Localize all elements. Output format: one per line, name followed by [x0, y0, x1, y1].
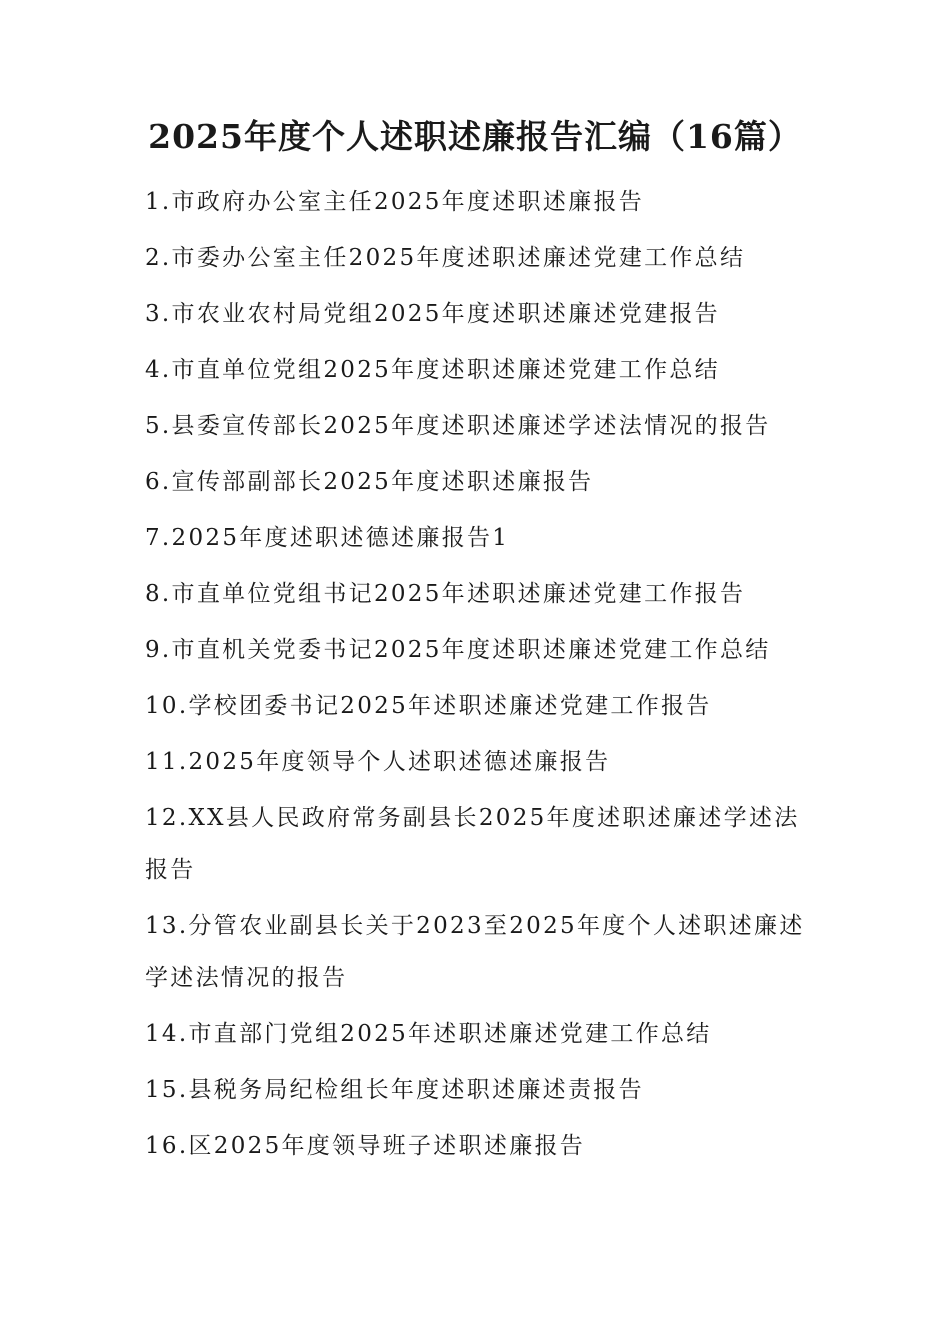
toc-item-5: 5.县委宣传部长2025年度述职述廉述学述法情况的报告 [145, 413, 771, 439]
toc-item-14: 14.市直部门党组2025年述职述廉述党建工作总结 [145, 1021, 712, 1047]
toc-item-2: 2.市委办公室主任2025年度述职述廉述党建工作总结 [145, 245, 746, 271]
toc-item-3: 3.市农业农村局党组2025年度述职述廉述党建报告 [145, 301, 720, 327]
toc-item-16: 16.区2025年度领导班子述职述廉报告 [145, 1133, 586, 1159]
toc-item-1: 1.市政府办公室主任2025年度述职述廉报告 [145, 189, 645, 215]
toc-item-11: 11.2025年度领导个人述职述德述廉报告 [145, 749, 611, 775]
toc-item-12: 12.XX县人民政府常务副县长2025年度述职述廉述学述法报告 [145, 805, 800, 883]
document-title: 2025年度个人述职述廉报告汇编（16篇） [148, 117, 802, 156]
table-of-contents [145, 176, 810, 1176]
toc-item-7: 7.2025年度述职述德述廉报告1 [145, 525, 510, 551]
toc-item-15: 15.县税务局纪检组长年度述职述廉述责报告 [145, 1077, 644, 1103]
toc-item-9: 9.市直机关党委书记2025年度述职述廉述党建工作总结 [145, 637, 771, 663]
toc-item-10: 10.学校团委书记2025年述职述廉述党建工作报告 [145, 693, 712, 719]
toc-item-4: 4.市直单位党组2025年度述职述廉述党建工作总结 [145, 357, 720, 383]
toc-item-8: 8.市直单位党组书记2025年述职述廉述党建工作报告 [145, 581, 746, 607]
toc-item-6: 6.宣传部副部长2025年度述职述廉报告 [145, 469, 594, 495]
toc-item-13: 13.分管农业副县长关于2023至2025年度个人述职述廉述学述法情况的报告 [145, 913, 805, 991]
